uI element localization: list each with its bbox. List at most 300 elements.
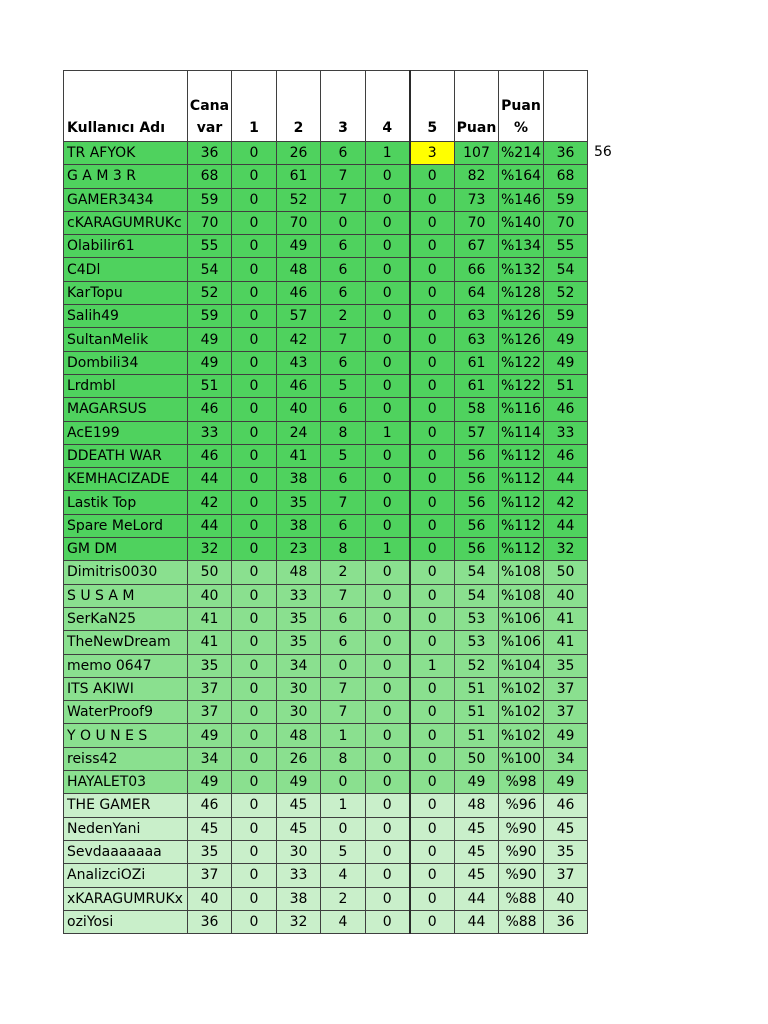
cell-col-1: 0 [232, 514, 277, 537]
header-puan: Puan [455, 71, 499, 142]
cell-col-1: 0 [232, 864, 277, 887]
cell-col-1: 0 [232, 328, 277, 351]
cell-canavar: 46 [188, 398, 232, 421]
cell-puan: 64 [455, 281, 499, 304]
cell-username: AnalizciOZi [64, 864, 188, 887]
cell-canavar: 59 [188, 305, 232, 328]
table-body [64, 142, 588, 934]
cell-puan-pct: %134 [499, 235, 544, 258]
cell-puan-pct: %90 [499, 864, 544, 887]
cell-canavar: 41 [188, 631, 232, 654]
cell-puan-pct: %98 [499, 771, 544, 794]
cell-puan: 44 [455, 887, 499, 910]
cell-col-3: 0 [321, 771, 366, 794]
outside-cell-value: 56 [594, 144, 612, 160]
cell-puan-pct: %90 [499, 817, 544, 840]
cell-puan: 63 [455, 328, 499, 351]
cell-username: xKARAGUMRUKx [64, 887, 188, 910]
cell-puan: 66 [455, 258, 499, 281]
table-row [64, 281, 588, 304]
table-row [64, 258, 588, 281]
cell-puan-pct: %112 [499, 444, 544, 467]
cell-puan-pct: %114 [499, 421, 544, 444]
cell-col-4: 0 [366, 771, 410, 794]
cell-col-5: 0 [410, 677, 455, 700]
table-row [64, 840, 588, 863]
cell-col-3: 6 [321, 607, 366, 630]
cell-canavar: 40 [188, 584, 232, 607]
cell-extra: 59 [544, 305, 588, 328]
cell-puan-pct: %126 [499, 328, 544, 351]
cell-col-1: 0 [232, 631, 277, 654]
cell-col-5: 0 [410, 584, 455, 607]
cell-col-4: 0 [366, 677, 410, 700]
cell-puan: 53 [455, 631, 499, 654]
cell-col-3: 7 [321, 677, 366, 700]
cell-puan: 56 [455, 514, 499, 537]
cell-col-4: 1 [366, 421, 410, 444]
cell-extra: 46 [544, 444, 588, 467]
cell-extra: 40 [544, 887, 588, 910]
table-row [64, 724, 588, 747]
cell-username: KEMHACIZADE [64, 468, 188, 491]
cell-col-3: 6 [321, 468, 366, 491]
cell-col-1: 0 [232, 305, 277, 328]
header-puan-pct [499, 71, 544, 142]
cell-username: S U S A M [64, 584, 188, 607]
cell-puan: 56 [455, 444, 499, 467]
table-row [64, 468, 588, 491]
cell-username: Y O U N E S [64, 724, 188, 747]
table-row [64, 771, 588, 794]
cell-puan-pct: %128 [499, 281, 544, 304]
cell-col-1: 0 [232, 491, 277, 514]
cell-username: NedenYani [64, 817, 188, 840]
cell-col-2: 48 [277, 561, 321, 584]
cell-puan-pct: %108 [499, 584, 544, 607]
header-row [64, 71, 588, 142]
cell-col-1: 0 [232, 794, 277, 817]
cell-canavar: 32 [188, 538, 232, 561]
cell-col-2: 26 [277, 142, 321, 165]
cell-col-5: 0 [410, 887, 455, 910]
cell-puan: 49 [455, 771, 499, 794]
cell-canavar: 44 [188, 514, 232, 537]
cell-puan-pct: %102 [499, 701, 544, 724]
cell-puan-pct: %214 [499, 142, 544, 165]
table-row [64, 188, 588, 211]
cell-username: Dimitris0030 [64, 561, 188, 584]
cell-col-3: 1 [321, 724, 366, 747]
table-row [64, 910, 588, 933]
cell-canavar: 49 [188, 724, 232, 747]
cell-col-5: 0 [410, 817, 455, 840]
cell-puan: 45 [455, 840, 499, 863]
cell-col-3: 5 [321, 374, 366, 397]
cell-puan: 54 [455, 584, 499, 607]
header-canavar [188, 71, 232, 142]
cell-puan-pct: %106 [499, 607, 544, 630]
cell-extra: 32 [544, 538, 588, 561]
cell-col-1: 0 [232, 398, 277, 421]
cell-puan-pct: %116 [499, 398, 544, 421]
cell-col-4: 0 [366, 235, 410, 258]
cell-col-2: 35 [277, 607, 321, 630]
cell-col-3: 4 [321, 864, 366, 887]
cell-canavar: 40 [188, 887, 232, 910]
cell-col-1: 0 [232, 724, 277, 747]
cell-puan: 56 [455, 491, 499, 514]
cell-col-5: 0 [410, 561, 455, 584]
cell-extra: 49 [544, 351, 588, 374]
cell-col-1: 0 [232, 165, 277, 188]
cell-col-2: 70 [277, 211, 321, 234]
cell-extra: 46 [544, 398, 588, 421]
cell-puan-pct: %108 [499, 561, 544, 584]
cell-col-5: 0 [410, 258, 455, 281]
cell-col-5: 0 [410, 421, 455, 444]
cell-col-1: 0 [232, 840, 277, 863]
cell-col-1: 0 [232, 584, 277, 607]
cell-puan: 56 [455, 468, 499, 491]
cell-col-1: 0 [232, 817, 277, 840]
cell-col-3: 7 [321, 165, 366, 188]
cell-username: Lastik Top [64, 491, 188, 514]
table-row [64, 421, 588, 444]
cell-extra: 46 [544, 794, 588, 817]
cell-username: C4Dl [64, 258, 188, 281]
cell-col-5: 0 [410, 724, 455, 747]
table-row [64, 701, 588, 724]
cell-canavar: 37 [188, 864, 232, 887]
cell-canavar: 68 [188, 165, 232, 188]
cell-col-4: 0 [366, 468, 410, 491]
cell-puan: 45 [455, 864, 499, 887]
cell-canavar: 35 [188, 840, 232, 863]
cell-col-2: 33 [277, 864, 321, 887]
cell-puan: 58 [455, 398, 499, 421]
table-row [64, 794, 588, 817]
cell-col-4: 0 [366, 887, 410, 910]
cell-col-2: 30 [277, 677, 321, 700]
cell-col-3: 6 [321, 398, 366, 421]
cell-puan: 51 [455, 677, 499, 700]
cell-col-3: 8 [321, 747, 366, 770]
cell-col-1: 0 [232, 211, 277, 234]
cell-col-1: 0 [232, 142, 277, 165]
cell-extra: 50 [544, 561, 588, 584]
cell-puan: 70 [455, 211, 499, 234]
cell-extra: 55 [544, 235, 588, 258]
cell-col-2: 52 [277, 188, 321, 211]
cell-extra: 37 [544, 677, 588, 700]
cell-col-5: 0 [410, 211, 455, 234]
cell-puan: 63 [455, 305, 499, 328]
header-col-1: 1 [232, 71, 277, 142]
cell-col-3: 2 [321, 561, 366, 584]
header-puan-pct-line2: % [513, 120, 529, 136]
cell-puan-pct: %164 [499, 165, 544, 188]
cell-col-5: 0 [410, 794, 455, 817]
cell-col-3: 7 [321, 491, 366, 514]
cell-canavar: 49 [188, 771, 232, 794]
cell-col-4: 0 [366, 305, 410, 328]
cell-col-5: 3 [410, 142, 455, 165]
cell-col-2: 45 [277, 794, 321, 817]
cell-username: KarTopu [64, 281, 188, 304]
cell-col-1: 0 [232, 235, 277, 258]
cell-username: MAGARSUS [64, 398, 188, 421]
cell-extra: 35 [544, 654, 588, 677]
cell-canavar: 44 [188, 468, 232, 491]
cell-col-3: 6 [321, 631, 366, 654]
cell-col-1: 0 [232, 258, 277, 281]
cell-col-4: 0 [366, 211, 410, 234]
cell-canavar: 36 [188, 142, 232, 165]
cell-col-4: 0 [366, 584, 410, 607]
cell-col-2: 46 [277, 281, 321, 304]
cell-col-4: 0 [366, 398, 410, 421]
cell-canavar: 46 [188, 444, 232, 467]
cell-col-4: 0 [366, 747, 410, 770]
cell-col-1: 0 [232, 188, 277, 211]
cell-extra: 52 [544, 281, 588, 304]
cell-username: Sevdaaaaaaa [64, 840, 188, 863]
header-col-5: 5 [410, 71, 455, 142]
header-puan-pct-line1: Puan [501, 98, 541, 114]
cell-canavar: 49 [188, 328, 232, 351]
cell-col-5: 1 [410, 654, 455, 677]
cell-puan-pct: %146 [499, 188, 544, 211]
cell-col-5: 0 [410, 188, 455, 211]
cell-col-2: 38 [277, 887, 321, 910]
cell-extra: 37 [544, 701, 588, 724]
cell-puan-pct: %88 [499, 910, 544, 933]
cell-col-3: 6 [321, 281, 366, 304]
cell-username: Salih49 [64, 305, 188, 328]
cell-extra: 41 [544, 631, 588, 654]
cell-col-1: 0 [232, 887, 277, 910]
cell-col-1: 0 [232, 607, 277, 630]
cell-puan: 51 [455, 701, 499, 724]
cell-puan: 45 [455, 817, 499, 840]
cell-puan-pct: %112 [499, 491, 544, 514]
cell-username: Lrdmbl [64, 374, 188, 397]
cell-extra: 41 [544, 607, 588, 630]
cell-puan: 61 [455, 374, 499, 397]
cell-col-4: 0 [366, 561, 410, 584]
cell-col-2: 34 [277, 654, 321, 677]
cell-col-5: 0 [410, 444, 455, 467]
table-row [64, 607, 588, 630]
cell-col-1: 0 [232, 374, 277, 397]
cell-col-3: 5 [321, 840, 366, 863]
cell-col-3: 7 [321, 328, 366, 351]
table-row [64, 538, 588, 561]
cell-col-4: 0 [366, 258, 410, 281]
cell-col-5: 0 [410, 864, 455, 887]
cell-col-1: 0 [232, 701, 277, 724]
cell-col-4: 0 [366, 817, 410, 840]
cell-canavar: 36 [188, 910, 232, 933]
cell-canavar: 33 [188, 421, 232, 444]
cell-puan-pct: %96 [499, 794, 544, 817]
cell-extra: 44 [544, 468, 588, 491]
cell-col-5: 0 [410, 771, 455, 794]
cell-canavar: 55 [188, 235, 232, 258]
cell-puan: 48 [455, 794, 499, 817]
cell-extra: 59 [544, 188, 588, 211]
cell-col-3: 7 [321, 701, 366, 724]
cell-col-1: 0 [232, 561, 277, 584]
cell-col-4: 0 [366, 631, 410, 654]
table-row [64, 374, 588, 397]
table-row [64, 747, 588, 770]
table-row [64, 631, 588, 654]
cell-col-5: 0 [410, 840, 455, 863]
cell-username: oziYosi [64, 910, 188, 933]
cell-col-2: 48 [277, 258, 321, 281]
cell-col-4: 0 [366, 188, 410, 211]
cell-puan: 50 [455, 747, 499, 770]
cell-username: DDEATH WAR [64, 444, 188, 467]
cell-col-3: 2 [321, 887, 366, 910]
cell-puan: 56 [455, 538, 499, 561]
cell-puan: 54 [455, 561, 499, 584]
cell-col-4: 1 [366, 538, 410, 561]
table-row [64, 398, 588, 421]
cell-extra: 54 [544, 258, 588, 281]
cell-col-2: 42 [277, 328, 321, 351]
cell-canavar: 49 [188, 351, 232, 374]
cell-col-1: 0 [232, 444, 277, 467]
cell-col-5: 0 [410, 165, 455, 188]
cell-puan-pct: %122 [499, 351, 544, 374]
cell-col-5: 0 [410, 305, 455, 328]
cell-col-3: 6 [321, 142, 366, 165]
cell-col-5: 0 [410, 351, 455, 374]
cell-col-4: 0 [366, 840, 410, 863]
cell-username: AcE199 [64, 421, 188, 444]
cell-col-2: 35 [277, 631, 321, 654]
cell-col-3: 0 [321, 211, 366, 234]
cell-col-4: 0 [366, 281, 410, 304]
cell-col-5: 0 [410, 281, 455, 304]
header-col-2: 2 [277, 71, 321, 142]
table-row [64, 444, 588, 467]
cell-col-4: 0 [366, 328, 410, 351]
table-row [64, 561, 588, 584]
cell-puan-pct: %106 [499, 631, 544, 654]
cell-col-2: 32 [277, 910, 321, 933]
cell-puan-pct: %90 [499, 840, 544, 863]
cell-extra: 51 [544, 374, 588, 397]
cell-canavar: 35 [188, 654, 232, 677]
cell-col-3: 0 [321, 654, 366, 677]
cell-puan: 44 [455, 910, 499, 933]
cell-col-1: 0 [232, 771, 277, 794]
cell-col-2: 40 [277, 398, 321, 421]
cell-col-3: 7 [321, 584, 366, 607]
cell-col-2: 30 [277, 840, 321, 863]
cell-puan-pct: %112 [499, 538, 544, 561]
cell-col-5: 0 [410, 235, 455, 258]
cell-col-4: 0 [366, 910, 410, 933]
cell-col-5: 0 [410, 491, 455, 514]
table-row [64, 817, 588, 840]
cell-username: cKARAGUMRUKc [64, 211, 188, 234]
cell-col-3: 4 [321, 910, 366, 933]
cell-col-1: 0 [232, 538, 277, 561]
cell-extra: 36 [544, 910, 588, 933]
cell-col-2: 45 [277, 817, 321, 840]
cell-col-5: 0 [410, 607, 455, 630]
table-row [64, 864, 588, 887]
cell-col-2: 24 [277, 421, 321, 444]
cell-extra: 37 [544, 864, 588, 887]
cell-username: ITS AKIWI [64, 677, 188, 700]
cell-col-2: 49 [277, 771, 321, 794]
cell-canavar: 45 [188, 817, 232, 840]
cell-col-4: 0 [366, 444, 410, 467]
cell-col-3: 0 [321, 817, 366, 840]
table-row [64, 165, 588, 188]
table-row [64, 491, 588, 514]
cell-puan-pct: %122 [499, 374, 544, 397]
cell-col-3: 8 [321, 538, 366, 561]
cell-col-2: 43 [277, 351, 321, 374]
cell-extra: 34 [544, 747, 588, 770]
cell-puan-pct: %88 [499, 887, 544, 910]
cell-col-3: 6 [321, 351, 366, 374]
cell-extra: 49 [544, 724, 588, 747]
cell-col-2: 49 [277, 235, 321, 258]
cell-col-2: 48 [277, 724, 321, 747]
table-row [64, 211, 588, 234]
cell-extra: 33 [544, 421, 588, 444]
cell-col-5: 0 [410, 631, 455, 654]
cell-col-5: 0 [410, 701, 455, 724]
cell-col-5: 0 [410, 328, 455, 351]
header-canavar-line2: var [196, 120, 223, 136]
cell-col-2: 41 [277, 444, 321, 467]
cell-puan-pct: %100 [499, 747, 544, 770]
cell-canavar: 50 [188, 561, 232, 584]
cell-col-3: 5 [321, 444, 366, 467]
cell-col-5: 0 [410, 910, 455, 933]
cell-username: memo 0647 [64, 654, 188, 677]
cell-col-5: 0 [410, 398, 455, 421]
cell-col-1: 0 [232, 468, 277, 491]
cell-puan: 61 [455, 351, 499, 374]
header-canavar-line1: Cana [189, 98, 230, 114]
cell-username: TR AFYOK [64, 142, 188, 165]
cell-puan: 67 [455, 235, 499, 258]
cell-extra: 40 [544, 584, 588, 607]
cell-canavar: 59 [188, 188, 232, 211]
cell-extra: 70 [544, 211, 588, 234]
cell-col-4: 0 [366, 607, 410, 630]
table-row [64, 305, 588, 328]
cell-col-2: 23 [277, 538, 321, 561]
cell-col-5: 0 [410, 747, 455, 770]
cell-extra: 44 [544, 514, 588, 537]
cell-puan-pct: %112 [499, 468, 544, 491]
cell-col-3: 6 [321, 258, 366, 281]
cell-username: GAMER3434 [64, 188, 188, 211]
header-username: Kullanıcı Adı [64, 71, 188, 142]
header-col-4: 4 [366, 71, 410, 142]
